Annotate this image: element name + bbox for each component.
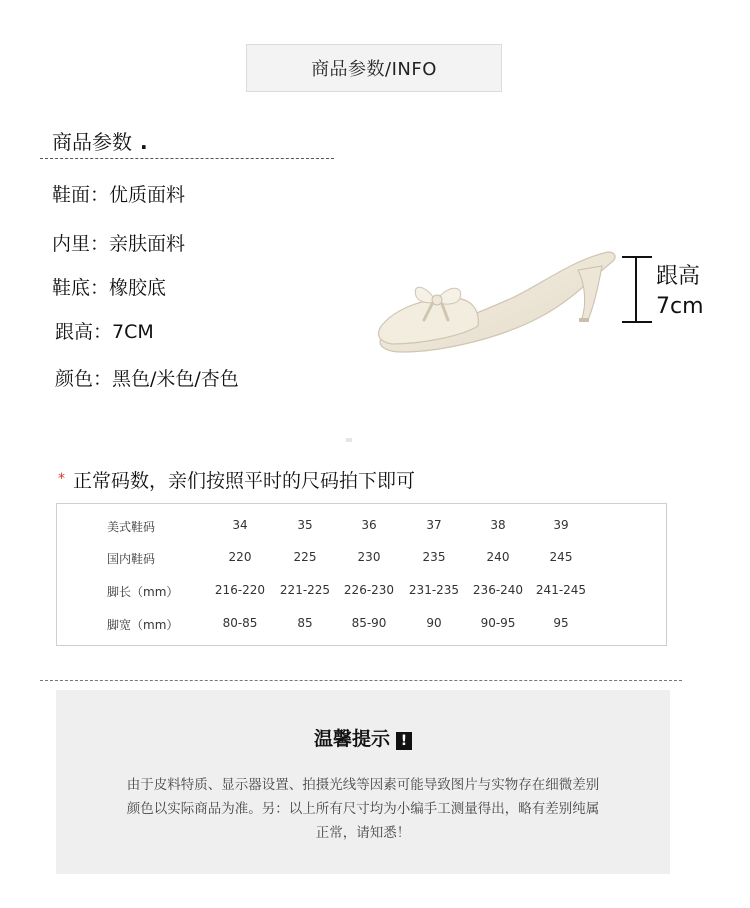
table-cell: 36 — [361, 518, 377, 532]
table-cell: 240 — [486, 550, 510, 564]
params-heading-dot: . — [140, 130, 148, 154]
params-heading-text: 商品参数 — [52, 130, 132, 154]
notice-title — [56, 724, 670, 751]
exclamation-icon: ! — [396, 732, 412, 750]
sandal-illustration — [372, 240, 622, 370]
params-heading — [52, 126, 148, 155]
table-cell: 236-240 — [472, 583, 524, 597]
table-cell: 245 — [549, 550, 573, 564]
table-cell: 37 — [426, 518, 442, 532]
size-table — [56, 503, 667, 646]
table-cell: 220 — [228, 550, 252, 564]
table-cell: 90-95 — [480, 616, 516, 630]
heel-height-label-line2: 7cm — [656, 294, 704, 319]
heel-height-label-line1: 跟高 — [656, 264, 701, 289]
param-lining: 内里：亲肤面料 — [52, 233, 186, 255]
row-label: 美式鞋码 — [107, 520, 156, 534]
table-cell: 85-90 — [351, 616, 387, 630]
table-cell: 85 — [297, 616, 313, 630]
param-upper: 鞋面：优质面料 — [52, 184, 186, 206]
table-cell: 216-220 — [214, 583, 266, 597]
table-cell: 241-245 — [535, 583, 587, 597]
notice-line-1: 由于皮料特质、显示器设置、拍摄光线等因素可能导致图片与实物存在细微差别 — [126, 777, 600, 793]
notice-title-text: 温馨提示 — [313, 728, 390, 750]
faint-mark — [346, 438, 352, 442]
table-cell: 38 — [490, 518, 506, 532]
notice-box — [56, 690, 670, 874]
size-note-text: 正常码数，亲们按照平时的尺码拍下即可 — [73, 470, 416, 492]
param-colors: 颜色：黑色/米色/杏色 — [55, 368, 239, 390]
table-cell: 226-230 — [343, 583, 395, 597]
heel-height-bracket — [618, 256, 658, 324]
table-cell: 95 — [553, 616, 569, 630]
table-cell: 34 — [232, 518, 248, 532]
notice-divider — [40, 680, 682, 681]
info-title-box — [246, 44, 502, 92]
notice-line-3: 正常，请知悉！ — [315, 825, 411, 841]
table-cell: 90 — [426, 616, 442, 630]
notice-line-2: 颜色以实际商品为准。另：以上所有尺寸均为小编手工测量得出，略有差别纯属 — [126, 801, 600, 817]
param-heel-height: 跟高：7CM — [55, 321, 154, 343]
table-row — [57, 518, 666, 538]
row-label: 国内鞋码 — [107, 552, 156, 566]
row-label: 脚宽（mm） — [107, 618, 179, 632]
table-cell: 230 — [357, 550, 381, 564]
info-title: 商品参数/INFO — [311, 59, 437, 80]
table-cell: 35 — [297, 518, 313, 532]
table-row — [57, 550, 666, 570]
params-divider — [40, 158, 334, 159]
heel-height-label — [656, 262, 704, 322]
param-sole: 鞋底：橡胶底 — [52, 277, 167, 299]
table-row — [57, 583, 666, 603]
size-note — [58, 466, 415, 493]
table-cell: 231-235 — [408, 583, 460, 597]
table-cell: 39 — [553, 518, 569, 532]
table-cell: 235 — [422, 550, 446, 564]
table-cell: 80-85 — [222, 616, 258, 630]
table-cell: 221-225 — [279, 583, 331, 597]
row-label: 脚长（mm） — [107, 585, 179, 599]
table-row — [57, 616, 666, 636]
table-cell: 225 — [293, 550, 317, 564]
star-icon: * — [58, 471, 65, 487]
